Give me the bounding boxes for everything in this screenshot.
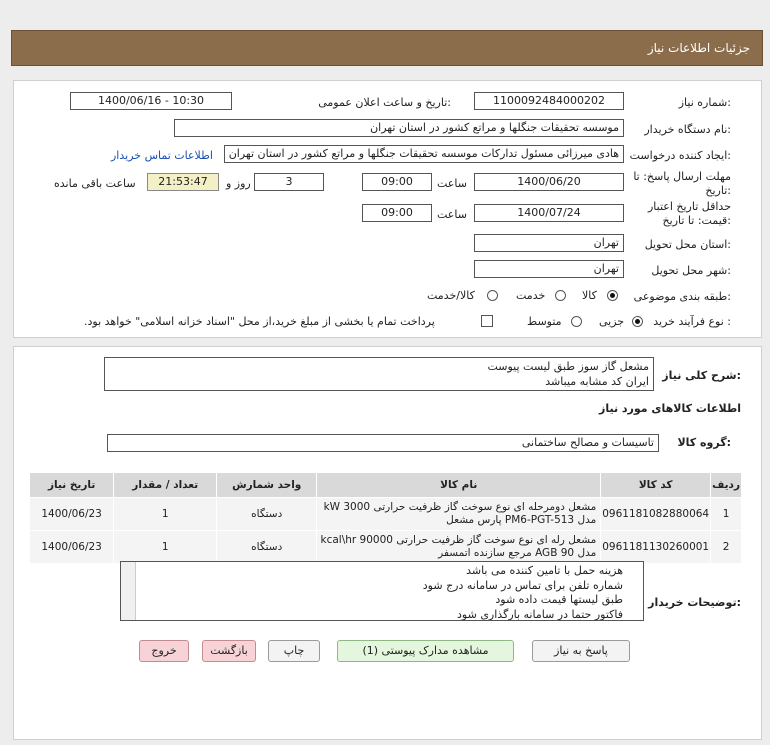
goods-table-header — [30, 473, 742, 498]
deadline-time-label: ساعت — [437, 177, 467, 190]
note-line-3: طبق لیستها قیمت داده شود — [495, 593, 623, 606]
process-radio-minor[interactable] — [632, 316, 643, 327]
col-unit: واحد شمارش — [217, 473, 317, 498]
goods-name-line-1: مشعل دومرحله ای نوع سوخت گاز ظرفیت حرارتی kW 3000 — [323, 501, 597, 513]
page-header — [11, 30, 763, 66]
validity-label-2: قیمت: تا تاریخ: — [662, 214, 731, 227]
respond-button[interactable]: پاسخ به نیاز — [532, 640, 630, 662]
goods-qty: 1 — [114, 531, 217, 564]
note-line-1: هزینه حمل با تامین کننده می باشد — [466, 564, 623, 577]
goods-unit: دستگاه — [217, 498, 317, 531]
need-details-panel — [13, 80, 762, 338]
col-row: ردیف — [711, 473, 742, 498]
announce-field: 1400/06/16 - 10:30 — [70, 92, 232, 110]
deadline-date-field: 1400/06/20 — [474, 173, 624, 191]
creator-field: هادی میرزائی مسئول تدارکات موسسه تحقیقات جنگلها و مراتع کشور در استان تهران — [224, 145, 624, 163]
goods-name-line-2: مدل PM6-PGT-513 پارس مشعل — [446, 514, 597, 526]
col-qty: تعداد / مقدار — [114, 473, 217, 498]
goods-qty: 1 — [114, 498, 217, 531]
process-label: نوع فرآیند خرید : — [653, 315, 731, 328]
goods-section-title: اطلاعات کالاهای مورد نیاز — [599, 402, 741, 415]
col-date: تاریخ نیاز — [30, 473, 114, 498]
goods-date: 1400/06/23 — [30, 498, 114, 531]
validity-label-1: حداقل تاریخ اعتبار — [647, 200, 731, 213]
deadline-label-2: تاریخ: — [705, 184, 731, 197]
goods-name — [317, 498, 601, 531]
description-line-1: مشعل گاز سوز طبق لیست پیوست — [487, 360, 649, 373]
category-radio-both[interactable] — [487, 290, 498, 301]
row-number: 1 — [711, 498, 742, 531]
process-option-minor: جزیی — [599, 315, 625, 328]
need-number-label: شماره نیاز: — [678, 96, 731, 109]
col-name: نام کالا — [317, 473, 601, 498]
deadline-time-field: 09:00 — [362, 173, 432, 191]
validity-date-field: 1400/07/24 — [474, 204, 624, 222]
buyer-contact-link[interactable]: اطلاعات تماس خریدار — [111, 149, 213, 162]
category-option-goods: کالا — [582, 289, 597, 302]
description-label: شرح کلی نیاز: — [662, 369, 741, 382]
description-line-2: ایران کد مشابه میباشد — [545, 375, 649, 388]
row-number: 2 — [711, 531, 742, 564]
goods-table — [29, 472, 742, 564]
category-radio-service[interactable] — [555, 290, 566, 301]
validity-time-label: ساعت — [437, 208, 467, 221]
goods-unit: دستگاه — [217, 531, 317, 564]
goods-name — [317, 531, 601, 564]
buyer-notes-box[interactable] — [120, 561, 644, 621]
goods-date: 1400/06/23 — [30, 531, 114, 564]
goods-group-label: گروه کالا: — [677, 436, 731, 449]
note-line-4: فاکتور حتما در سامانه بارگذاری شود — [457, 607, 623, 621]
back-button[interactable]: بازگشت — [202, 640, 256, 662]
col-code: کد کالا — [601, 473, 711, 498]
table-row — [30, 498, 742, 531]
city-label: شهر محل تحویل: — [651, 264, 731, 277]
exit-button[interactable]: خروج — [139, 640, 189, 662]
category-option-service: خدمت — [516, 289, 546, 302]
buyer-org-label: نام دستگاه خریدار: — [644, 123, 731, 136]
treasury-checkbox[interactable] — [481, 315, 493, 327]
description-box — [104, 357, 654, 391]
goods-name-line-2: مدل AGB 90 مرجع سازنده اتمسفر — [438, 547, 597, 559]
creator-label: ایجاد کننده درخواست: — [629, 149, 731, 162]
table-row — [30, 531, 742, 564]
category-radio-goods[interactable] — [607, 290, 618, 301]
page-title: جزئیات اطلاعات نیاز — [647, 41, 750, 55]
goods-name-line-1: مشعل رله ای نوع سوخت گاز ظرفیت حرارتی kcal\hr 90000 — [320, 534, 597, 546]
need-number-field: 1100092484000202 — [474, 92, 624, 110]
province-label: استان محل تحویل: — [644, 238, 731, 251]
note-line-2: شماره تلفن برای تماس در سامانه درج شود — [422, 578, 623, 592]
print-button[interactable]: چاپ — [268, 640, 320, 662]
remaining-time-field: 21:53:47 — [147, 173, 219, 191]
process-option-medium: متوسط — [527, 315, 562, 328]
category-label: طبقه بندی موضوعی: — [633, 290, 731, 303]
category-option-both: کالا/خدمت — [427, 289, 475, 302]
goods-code: 0961181082880064 — [601, 498, 711, 531]
city-field: تهران — [474, 260, 624, 278]
days-label: روز و — [226, 177, 251, 190]
days-field: 3 — [254, 173, 324, 191]
province-field: تهران — [474, 234, 624, 252]
remaining-label: ساعت باقی مانده — [54, 177, 136, 190]
notes-scrollbar[interactable] — [121, 562, 136, 620]
announce-label: تاریخ و ساعت اعلان عمومی: — [318, 96, 451, 109]
buyer-org-field: موسسه تحقیقات جنگلها و مراتع کشور در استان تهران — [174, 119, 624, 137]
process-radio-medium[interactable] — [571, 316, 582, 327]
goods-code: 0961181130260001 — [601, 531, 711, 564]
goods-panel — [13, 346, 762, 740]
view-attachments-button[interactable]: مشاهده مدارک پیوستی (1) — [337, 640, 514, 662]
payment-note: پرداخت تمام یا بخشی از مبلغ خرید،از محل "اسناد خزانه اسلامی" خواهد بود. — [84, 315, 435, 328]
buyer-notes-label: توضیحات خریدار: — [648, 596, 741, 609]
goods-group-field: تاسیسات و مصالح ساختمانی — [107, 434, 659, 452]
validity-time-field: 09:00 — [362, 204, 432, 222]
deadline-label-1: مهلت ارسال پاسخ: تا — [633, 170, 731, 183]
